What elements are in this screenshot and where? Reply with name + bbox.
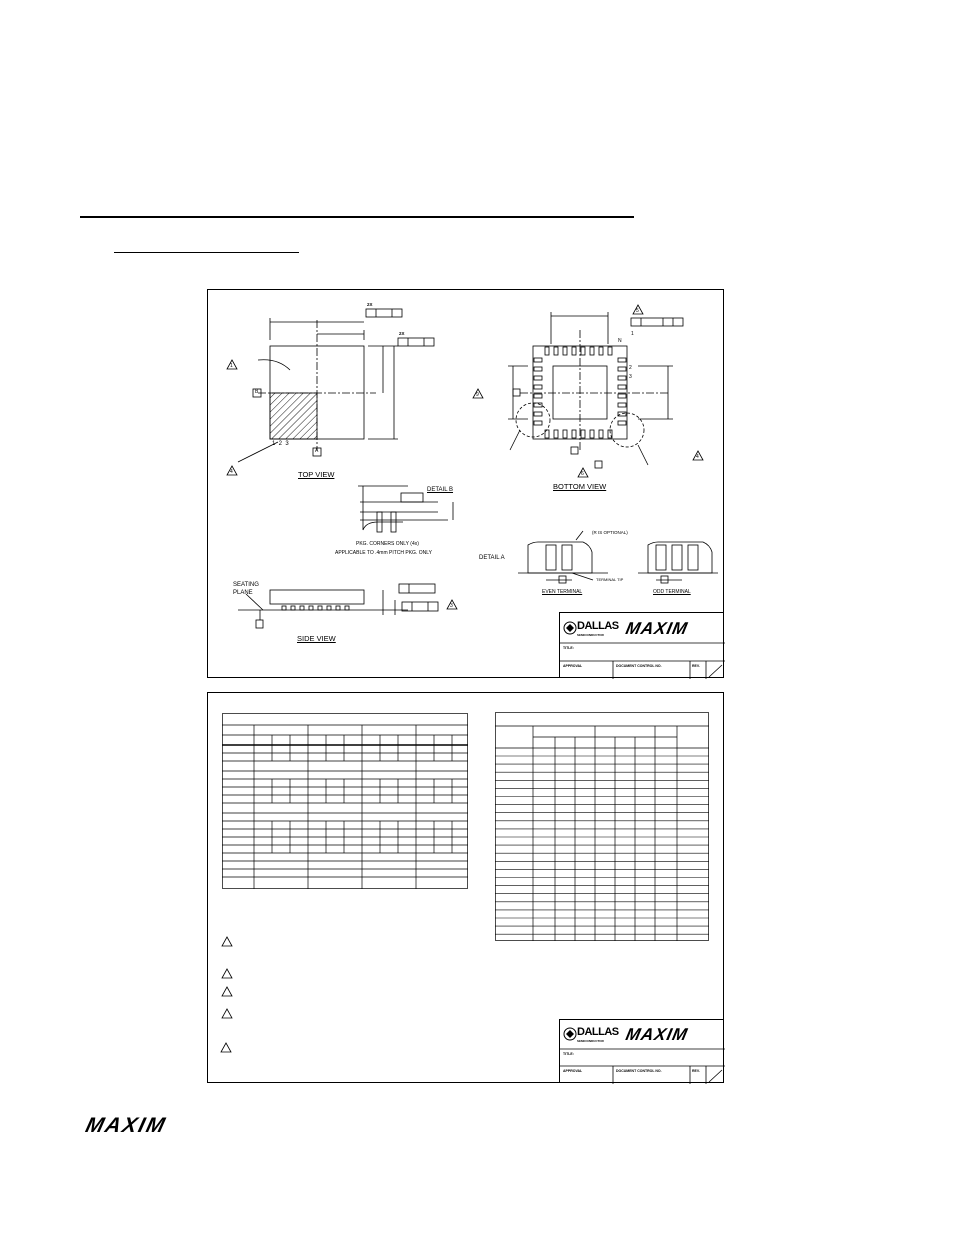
datum-b-label: B xyxy=(255,389,259,395)
seating-plane-line1: SEATING xyxy=(233,582,259,588)
applicable-note: APPLICABLE TO .4mm PITCH PKG. ONLY xyxy=(335,550,432,556)
note-ref-1-top: 1 xyxy=(230,363,233,369)
tb1-doc-control-label: DOCUMENT CONTROL NO. xyxy=(616,664,662,668)
dallas-sub-1: SEMICONDUCTOR xyxy=(577,633,604,637)
note-ref-4-bottom: 4 xyxy=(696,454,699,460)
tb1-rev-label: REV. xyxy=(692,664,700,668)
pin-n-label: N xyxy=(618,338,622,344)
tol-2x-label-a: 2X xyxy=(367,302,373,307)
seating-plane-line2: PLANE xyxy=(233,590,253,596)
tb2-title-label: TITLE: xyxy=(563,1052,574,1056)
dallas-logo-1: DALLAS xyxy=(577,620,619,632)
subheader-rule xyxy=(114,252,299,253)
tb1-title-label: TITLE: xyxy=(563,646,574,650)
note-ref-3-side: 3 xyxy=(450,603,453,609)
tb1-approval-label: APPROVAL xyxy=(563,664,583,668)
note-ref-4-top: 4 xyxy=(230,469,233,475)
pin-1-label: 1 xyxy=(631,331,634,337)
tb2-doc-control-label: DOCUMENT CONTROL NO. xyxy=(616,1069,662,1073)
title-block-1 xyxy=(559,612,724,678)
note-ref-9-bottom: 9 xyxy=(476,392,479,398)
dallas-logo-2: DALLAS xyxy=(577,1026,619,1038)
bottom-view-title: BOTTOM VIEW xyxy=(553,482,607,491)
tol-2x-label-b: 2X xyxy=(399,331,405,336)
title-block-2 xyxy=(559,1019,724,1083)
pin-2-label: 2 xyxy=(629,365,632,371)
header-rule xyxy=(80,216,634,218)
even-terminal-label: EVEN TERMINAL xyxy=(542,589,583,595)
package-drawing-panel xyxy=(207,289,724,678)
notes-triangles xyxy=(218,933,258,1063)
note-ref-6-bottom: 6 xyxy=(581,471,584,477)
datum-a-label: A xyxy=(315,448,319,454)
terminal-tip-note: TERMINAL TIP xyxy=(596,577,624,582)
maxim-logo-1: MAXIM xyxy=(624,619,690,638)
detail-b-title: DETAIL B xyxy=(427,487,454,493)
r-optional-note: (R IS OPTIONAL) xyxy=(592,530,628,535)
top-view-title: TOP VIEW xyxy=(298,470,335,479)
left-dimension-table xyxy=(222,713,469,889)
side-view-title: SIDE VIEW xyxy=(297,634,336,643)
footer-maxim-logo: MAXIM xyxy=(83,1114,169,1137)
note-ref-5-bottom: 5 xyxy=(636,308,639,314)
dallas-sub-2: SEMICONDUCTOR xyxy=(577,1039,604,1043)
pin-3-label: 3 xyxy=(629,374,632,380)
top-pin-numbers: 1 2 3 xyxy=(272,441,289,447)
tb2-approval-label: APPROVAL xyxy=(563,1069,583,1073)
tb2-rev-label: REV. xyxy=(692,1069,700,1073)
odd-terminal-label: ODD TERMINAL xyxy=(653,589,691,595)
maxim-logo-2: MAXIM xyxy=(624,1025,690,1044)
dimension-tables-panel xyxy=(207,692,724,1083)
right-dimension-table xyxy=(495,712,710,942)
detail-a-title: DETAIL A xyxy=(479,555,505,561)
pkg-corners-note: PKG. CORNERS ONLY (4x) xyxy=(356,541,419,547)
